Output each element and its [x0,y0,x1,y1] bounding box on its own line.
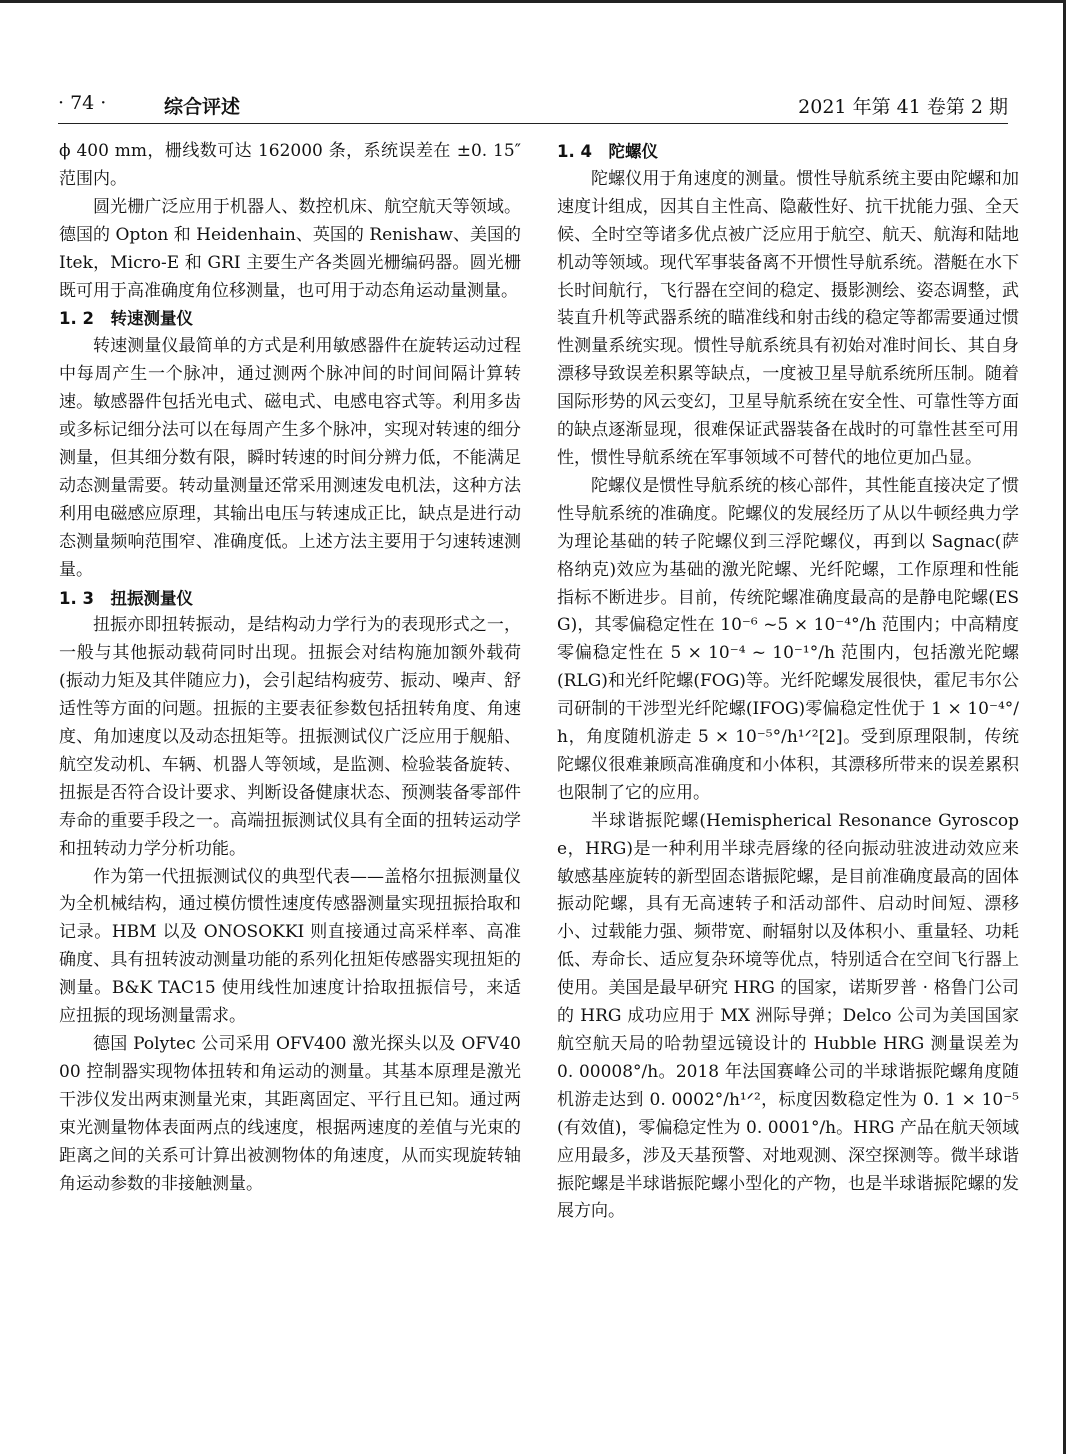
page-number: · 74 · [58,92,107,114]
heading-number: 1. 3 [59,588,94,608]
paragraph: 扭振亦即扭转振动，是结构动力学行为的表现形式之一，一般与其他振动载荷同时出现。扭振会对结构施加额外载荷(振动力矩及其伴随应力)，会引起结构疲劳、振动、噪声、舒适性等方面的问题。扭振的主要表征参数包括扭转角度、角速度、角加速度以及动态扭矩等。扭振测试仪广泛应用于舰船、航空发动机、车辆、机器人等领域，是监测、检验装备旋转、扭振是否符合设计要求、判断设备健康状态、预测装备零部件寿命的重要手段之一。高端扭振测试仪具有全面的扭转运动学和扭转动力学分析功能。 [59,615,521,859]
right-column [557,138,1019,1226]
paragraph: 转速测量仪最简单的方式是利用敏感器件在旋转运动过程中每周产生一个脉冲，通过测两个脉冲间的时间间隔计算转速。敏感器件包括光电式、磁电式、电感电容式等。利用多齿或多标记细分法可以在每周产生多个脉冲，实现对转速的细分测量，但其细分数有限，瞬时转速的时间分辨力低，不能满足动态测量需要。转动量测量还常采用测速发电机法，这种方法利用电磁感应原理，其输出电压与转速成正比，缺点是进行动态测量频响范围窄、准确度低。上述方法主要用于匀速转速测量。 [59,336,521,580]
heading-title: 转速测量仪 [110,309,193,329]
paragraph: 半球谐振陀螺(Hemispherical Resonance Gyroscope，HRG)是一种利用半球壳唇缘的径向振动驻波进动效应来敏感基座旋转的新型固态谐振陀螺，是目前准确度最高的固体振动陀螺，具有无高速转子和活动部件、启动时间短、漂移小、过载能力强、频带宽、耐辐射以及体积小、重量轻、功耗低、寿命长、适应复杂环境等优点，特别适合在空间飞行器上使用。美国是最早研究 HRG 的国家，诺斯罗普 · 格鲁门公司的 HRG 成功应用于 MX 洲际导弹；Delco 公司为美国国家航空航天局的哈勃望远镜设计的 Hubble HRG 测量误差为 0. 00008°/h。2018 年法国赛峰公司的半球谐振陀螺角度随机游走达到 0. 0002°/h¹ᐟ²，标度因数稳定性为 0. 1 × 10⁻⁵(有效值)，零偏稳定性为 0. 0001°/h。HRG 产品在航天领域应用最多，涉及天基预警、对地观测、深空探测等。微半球谐振陀螺是半球谐振陀螺小型化的产物，也是半球谐振陀螺的发展方向。 [557,810,1019,1222]
header-rule [58,123,1008,124]
left-column [59,138,521,1198]
paragraph: 陀螺仪是惯性导航系统的核心部件，其性能直接决定了惯性导航系统的准确度。陀螺仪的发展经历了从以牛顿经典力学为理论基础的转子陀螺仪到三浮陀螺仪，再到以 Sagnac(萨格纳克)效应为基础的激光陀螺、光纤陀螺，工作原理和性能指标不断进步。目前，传统陀螺准确度最高的是静电陀螺(ESG)，其零偏稳定性在 10⁻⁶ ~5 × 10⁻⁴°/h 范围内；中高精度零偏稳定性在 5 × 10⁻⁴ ~ 10⁻¹°/h 范围内，包括激光陀螺(RLG)和光纤陀螺(FOG)等。光纤陀螺发展很快，霍尼韦尔公司研制的干涉型光纤陀螺(IFOG)零偏稳定性优于 1 × 10⁻⁴°/h，角度随机游走 5 × 10⁻⁵°/h¹ᐟ²[2]。受到原理限制，传统陀螺仪很难兼顾高准确度和小体积，其漂移所带来的误差累积也限制了它的应用。 [557,475,1019,803]
heading-title: 扭振测量仪 [110,588,193,608]
section-heading-1-3 [59,585,521,613]
page-header [58,92,1008,122]
heading-title: 陀螺仪 [608,142,658,161]
issue-label: 2021 年第 41 卷第 2 期 [798,96,1008,118]
heading-number: 1. 4 [557,142,592,161]
section-heading-1-2 [59,305,521,333]
paragraph: ϕ 400 mm，栅线数可达 162000 条，系统误差在 ±0. 15″范围内。 [59,141,521,189]
section-title: 综合评述 [164,96,241,118]
page-top-border [0,0,1066,3]
paragraph: 陀螺仪用于角速度的测量。惯性导航系统主要由陀螺和加速度计组成，因其自主性高、隐蔽性好、抗干扰能力强、全天候、全时空等诸多优点被广泛应用于航空、航天、航海和陆地机动等领域。现代军事装备离不开惯性导航系统。潜艇在水下长时间航行，飞行器在空间的稳定、摄影测绘、姿态调整，武装直升机等武器系统的瞄准线和射击线的稳定等都需要通过惯性测量系统实现。惯性导航系统具有初始对准时间长、其自身漂移导致误差积累等缺点，一度被卫星导航系统所压制。随着国际形势的风云变幻，卫星导航系统在安全性、可靠性等方面的缺点逐渐显现，很难保证武器装备在战时的可靠性甚至可用性，惯性导航系统在军事领域不可替代的地位更加凸显。 [557,168,1019,468]
heading-number: 1. 2 [59,309,94,329]
paragraph: 作为第一代扭振测试仪的典型代表——盖格尔扭振测量仪为全机械结构，通过模仿惯性速度传感器测量实现扭振拾取和记录。HBM 以及 ONOSOKKI 则直接通过高采样率、高准确度、具有扭转波动测量功能的系列化扭矩传感器实现扭矩的测量。B&K TAC15 使用线性加速度计拾取扭振信号，来适应扭振的现场测量需求。 [59,866,521,1027]
paragraph: 德国 Polytec 公司采用 OFV400 激光探头以及 OFV4000 控制器实现物体扭转和角运动的测量。其基本原理是激光干涉仪发出两束测量光束，其距离固定、平行且已知。通过两束光测量物体表面两点的线速度，根据两速度的差值与光束的距离之间的关系可计算出被测物体的角速度，从而实现旋转轴角运动参数的非接触测量。 [59,1034,521,1194]
section-heading-1-4 [557,138,1019,166]
paragraph: 圆光栅广泛应用于机器人、数控机床、航空航天等领域。德国的 Opton 和 Heidenhain、英国的 Renishaw、美国的 Itek，Micro-E 和 GRI 主要生产各类圆光栅编码器。圆光栅既可用于高准确度角位移测量，也可用于动态角运动量测量。 [59,196,521,301]
